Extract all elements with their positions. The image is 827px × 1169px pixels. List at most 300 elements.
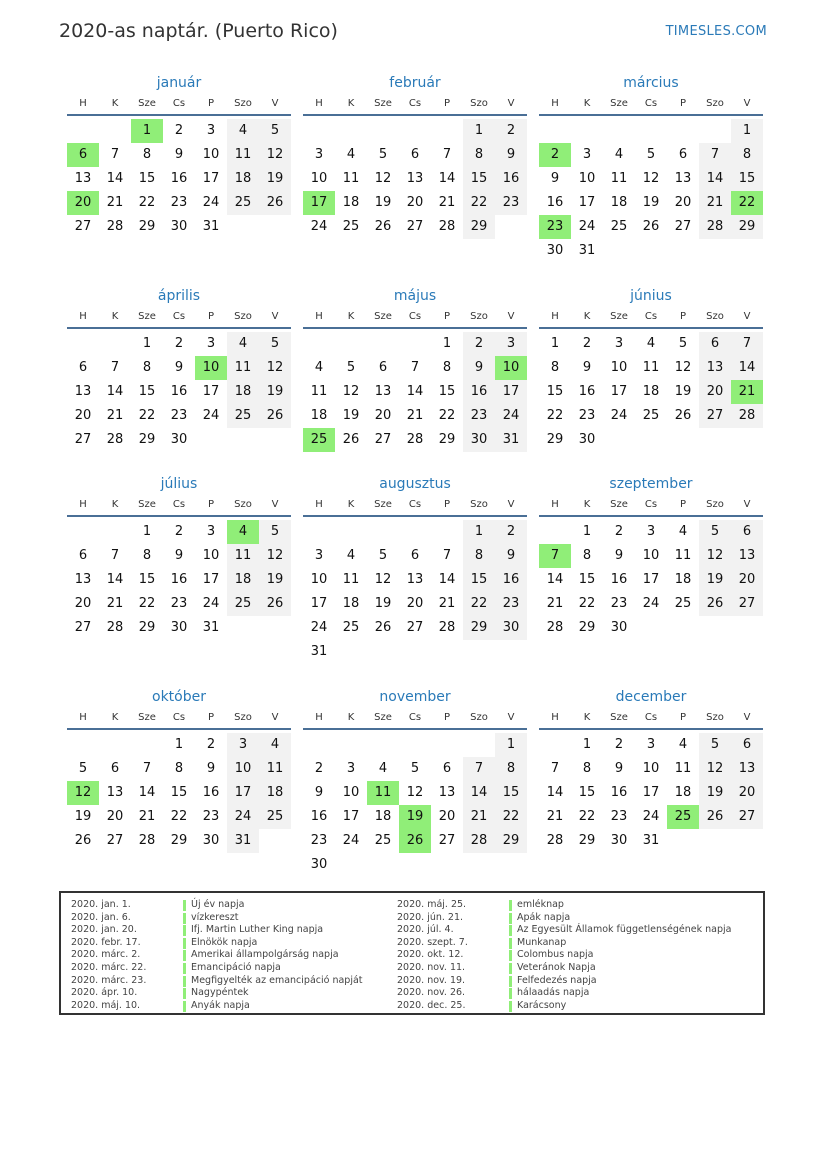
weekday-header <box>539 94 763 116</box>
legend-holiday-name: Munkanap <box>517 936 567 948</box>
day-cell: 21 <box>138 809 156 824</box>
day-cell: 18 <box>342 195 360 210</box>
day-cell: 12 <box>259 143 291 167</box>
empty-cell <box>99 733 131 757</box>
day-cell: 14 <box>438 572 456 587</box>
legend-marker <box>509 925 512 936</box>
month-8 <box>303 473 527 664</box>
empty-cell <box>367 119 399 143</box>
empty-cell <box>431 733 463 757</box>
day-cell: 21 <box>463 805 495 829</box>
day-cell: 9 <box>314 785 324 800</box>
weekday-label: Cs <box>644 712 658 723</box>
day-cell: 23 <box>170 596 188 611</box>
day-cell: 16 <box>310 809 328 824</box>
legend-date: 2020. júl. 4. <box>397 924 454 936</box>
day-grid <box>67 119 291 239</box>
month-name: szeptember <box>609 476 693 492</box>
day-cell: 9 <box>174 147 184 162</box>
day-cell: 8 <box>174 761 184 776</box>
day-cell: 25 <box>342 620 360 635</box>
weekday-label: H <box>315 311 323 322</box>
day-cell: 20 <box>699 380 731 404</box>
day-cell: 6 <box>78 360 88 375</box>
day-cell: 10 <box>310 171 328 186</box>
day-cell: 26 <box>342 432 360 447</box>
day-cell: 24 <box>202 596 220 611</box>
legend-date: 2020. nov. 11. <box>397 961 466 973</box>
weekday-label: Cs <box>644 499 658 510</box>
day-cell: 17 <box>495 380 527 404</box>
month-7 <box>67 473 291 640</box>
day-cell: 8 <box>582 761 592 776</box>
weekday-label: Cs <box>408 98 422 109</box>
legend-date: 2020. márc. 23. <box>71 974 147 986</box>
empty-cell <box>699 119 731 143</box>
month-name: augusztus <box>379 476 451 492</box>
day-cell: 21 <box>699 191 731 215</box>
day-cell: 3 <box>206 524 216 539</box>
day-cell: 5 <box>646 147 656 162</box>
month-name: november <box>379 689 451 705</box>
day-cell: 2 <box>314 761 324 776</box>
day-cell: 21 <box>106 195 124 210</box>
weekday-label: H <box>315 499 323 510</box>
day-cell: 24 <box>642 596 660 611</box>
day-cell: 2 <box>463 332 495 356</box>
weekday-label: P <box>443 499 451 510</box>
day-cell: 4 <box>346 548 356 563</box>
day-cell: 24 <box>578 219 596 234</box>
day-cell: 6 <box>699 332 731 356</box>
weekday-label: Sze <box>138 311 156 322</box>
day-cell: 25 <box>227 404 259 428</box>
legend-marker <box>509 950 512 961</box>
day-cell: 29 <box>463 616 495 640</box>
day-cell: 24 <box>202 408 220 423</box>
day-cell: 15 <box>463 167 495 191</box>
day-cell: 18 <box>227 380 259 404</box>
day-cell: 25 <box>674 596 692 611</box>
day-cell: 31 <box>578 243 596 258</box>
weekday-label: Szo <box>470 712 488 723</box>
weekday-header <box>67 307 291 329</box>
day-cell: 8 <box>495 757 527 781</box>
day-cell: 11 <box>674 548 692 563</box>
day-cell: 27 <box>731 592 763 616</box>
legend-holiday-name: Új év napja <box>191 899 245 910</box>
day-cell: 13 <box>374 384 392 399</box>
day-cell: 14 <box>106 384 124 399</box>
day-cell: 16 <box>610 785 628 800</box>
day-cell: 21 <box>406 408 424 423</box>
day-cell: 4 <box>678 737 688 752</box>
day-cell: 29 <box>438 432 456 447</box>
day-cell: 28 <box>463 829 495 853</box>
day-cell: 10 <box>578 171 596 186</box>
day-cell: 1 <box>142 524 152 539</box>
weekday-label: Sze <box>610 98 628 109</box>
weekday-label: Sze <box>138 499 156 510</box>
day-cell: 6 <box>110 761 120 776</box>
day-cell: 11 <box>642 360 660 375</box>
day-cell: 9 <box>495 544 527 568</box>
day-cell: 20 <box>731 568 763 592</box>
day-cell: 29 <box>731 215 763 239</box>
empty-cell <box>399 520 431 544</box>
month-name: július <box>160 476 198 492</box>
holiday-day-cell: 1 <box>131 119 163 143</box>
weekday-label: V <box>271 499 279 510</box>
day-grid <box>303 520 527 664</box>
weekday-label: Cs <box>408 712 422 723</box>
day-cell: 18 <box>610 195 628 210</box>
day-cell: 7 <box>463 757 495 781</box>
day-cell: 23 <box>463 404 495 428</box>
day-cell: 7 <box>110 147 120 162</box>
day-cell: 20 <box>74 596 92 611</box>
day-cell: 5 <box>259 520 291 544</box>
day-cell: 16 <box>495 568 527 592</box>
weekday-label: P <box>679 499 687 510</box>
day-cell: 16 <box>170 384 188 399</box>
day-cell: 10 <box>642 761 660 776</box>
day-cell: 9 <box>614 548 624 563</box>
month-name: december <box>615 689 687 705</box>
day-cell: 31 <box>202 219 220 234</box>
day-cell: 7 <box>410 360 420 375</box>
day-cell: 15 <box>170 785 188 800</box>
day-cell: 18 <box>227 568 259 592</box>
day-cell: 31 <box>495 428 527 452</box>
day-cell: 13 <box>74 384 92 399</box>
day-grid <box>539 733 763 853</box>
day-cell: 2 <box>174 123 184 138</box>
empty-cell <box>431 119 463 143</box>
day-cell: 23 <box>170 408 188 423</box>
weekday-label: Szo <box>234 499 252 510</box>
day-cell: 13 <box>699 356 731 380</box>
holiday-day-cell: 10 <box>195 356 227 380</box>
weekday-label: V <box>507 311 515 322</box>
day-cell: 21 <box>546 596 564 611</box>
day-cell: 21 <box>106 408 124 423</box>
day-cell: 20 <box>731 781 763 805</box>
day-cell: 1 <box>142 336 152 351</box>
weekday-header <box>67 708 291 730</box>
day-cell: 23 <box>202 809 220 824</box>
legend-marker <box>509 988 512 999</box>
day-cell: 16 <box>170 171 188 186</box>
weekday-label: V <box>507 98 515 109</box>
empty-cell <box>303 733 335 757</box>
day-grid <box>539 332 763 452</box>
day-cell: 28 <box>106 219 124 234</box>
month-10 <box>67 686 291 853</box>
day-cell: 23 <box>495 592 527 616</box>
day-cell: 15 <box>546 384 564 399</box>
holiday-day-cell: 26 <box>399 829 431 853</box>
weekday-label: H <box>551 311 559 322</box>
day-cell: 26 <box>259 404 291 428</box>
day-cell: 25 <box>610 219 628 234</box>
holiday-day-cell: 21 <box>731 380 763 404</box>
day-cell: 27 <box>74 432 92 447</box>
day-cell: 10 <box>202 147 220 162</box>
day-cell: 9 <box>614 761 624 776</box>
day-cell: 24 <box>310 219 328 234</box>
day-cell: 23 <box>610 809 628 824</box>
weekday-header <box>303 495 527 517</box>
legend-date: 2020. máj. 25. <box>397 899 467 910</box>
day-cell: 8 <box>442 360 452 375</box>
day-cell: 10 <box>342 785 360 800</box>
month-11 <box>303 686 527 877</box>
day-cell: 19 <box>259 380 291 404</box>
day-cell: 24 <box>610 408 628 423</box>
day-cell: 12 <box>642 171 660 186</box>
brand-link[interactable]: TIMESLES.COM <box>665 24 767 39</box>
empty-cell <box>303 332 335 356</box>
weekday-label: P <box>679 712 687 723</box>
day-grid <box>303 733 527 877</box>
holiday-day-cell: 6 <box>67 143 99 167</box>
day-cell: 30 <box>463 428 495 452</box>
day-cell: 26 <box>374 219 392 234</box>
day-cell: 11 <box>342 572 360 587</box>
weekday-label: K <box>583 499 591 510</box>
weekday-label: P <box>443 712 451 723</box>
legend-date: 2020. febr. 17. <box>71 936 141 948</box>
day-cell: 28 <box>438 620 456 635</box>
day-cell: 2 <box>174 524 184 539</box>
day-cell: 10 <box>310 572 328 587</box>
empty-cell <box>667 119 699 143</box>
holiday-day-cell: 12 <box>67 781 99 805</box>
weekday-label: H <box>79 712 87 723</box>
day-cell: 1 <box>731 119 763 143</box>
day-cell: 2 <box>174 336 184 351</box>
day-cell: 15 <box>578 572 596 587</box>
weekday-label: Sze <box>610 499 628 510</box>
day-cell: 6 <box>410 147 420 162</box>
legend-marker <box>509 900 512 911</box>
day-cell: 26 <box>642 219 660 234</box>
weekday-label: Cs <box>408 499 422 510</box>
weekday-header <box>539 307 763 329</box>
day-cell: 30 <box>495 616 527 640</box>
day-cell: 29 <box>138 432 156 447</box>
weekday-label: Szo <box>470 499 488 510</box>
day-cell: 19 <box>374 596 392 611</box>
day-cell: 20 <box>674 195 692 210</box>
day-cell: 24 <box>342 833 360 848</box>
day-cell: 22 <box>546 408 564 423</box>
empty-cell <box>67 332 99 356</box>
legend-holiday-name: Anyák napja <box>191 999 250 1011</box>
day-grid <box>303 332 527 452</box>
day-cell: 21 <box>438 596 456 611</box>
day-cell: 7 <box>731 332 763 356</box>
day-cell: 1 <box>174 737 184 752</box>
month-1 <box>67 72 291 239</box>
weekday-label: P <box>679 98 687 109</box>
day-cell: 14 <box>438 171 456 186</box>
day-cell: 22 <box>463 191 495 215</box>
empty-cell <box>335 733 367 757</box>
legend-holiday-name: Felfedezés napja <box>517 974 597 986</box>
weekday-label: Sze <box>610 311 628 322</box>
day-cell: 8 <box>142 360 152 375</box>
day-cell: 25 <box>374 833 392 848</box>
weekday-header <box>67 495 291 517</box>
holiday-day-cell: 20 <box>67 191 99 215</box>
day-cell: 1 <box>582 524 592 539</box>
day-cell: 22 <box>438 408 456 423</box>
day-cell: 12 <box>374 572 392 587</box>
day-cell: 28 <box>546 620 564 635</box>
day-cell: 28 <box>406 432 424 447</box>
day-cell: 22 <box>138 408 156 423</box>
day-cell: 26 <box>674 408 692 423</box>
day-cell: 24 <box>310 620 328 635</box>
day-cell: 16 <box>495 167 527 191</box>
holiday-day-cell: 22 <box>731 191 763 215</box>
day-cell: 5 <box>78 761 88 776</box>
day-cell: 25 <box>227 592 259 616</box>
day-cell: 28 <box>138 833 156 848</box>
day-cell: 7 <box>442 548 452 563</box>
holiday-day-cell: 23 <box>539 215 571 239</box>
empty-cell <box>99 332 131 356</box>
empty-cell <box>99 520 131 544</box>
day-cell: 16 <box>463 380 495 404</box>
day-grid <box>539 119 763 263</box>
legend-marker <box>183 976 186 987</box>
weekday-header <box>539 708 763 730</box>
empty-cell <box>367 733 399 757</box>
day-cell: 24 <box>227 805 259 829</box>
day-cell: 7 <box>110 548 120 563</box>
day-cell: 16 <box>578 384 596 399</box>
day-cell: 23 <box>495 191 527 215</box>
day-cell: 3 <box>646 524 656 539</box>
weekday-label: H <box>551 712 559 723</box>
day-cell: 18 <box>227 167 259 191</box>
legend-holiday-name: Colombus napja <box>517 949 594 961</box>
day-cell: 20 <box>438 809 456 824</box>
day-cell: 4 <box>678 524 688 539</box>
weekday-header <box>303 94 527 116</box>
legend-marker <box>509 963 512 974</box>
day-cell: 26 <box>699 805 731 829</box>
weekday-label: Cs <box>644 98 658 109</box>
day-cell: 9 <box>582 360 592 375</box>
day-cell: 10 <box>610 360 628 375</box>
legend-holiday-name: Veteránok Napja <box>517 961 596 973</box>
legend-marker <box>509 913 512 924</box>
weekday-label: Sze <box>374 311 392 322</box>
legend-date: 2020. márc. 2. <box>71 949 141 961</box>
day-cell: 14 <box>406 384 424 399</box>
day-cell: 25 <box>227 191 259 215</box>
day-cell: 27 <box>438 833 456 848</box>
weekday-header <box>539 495 763 517</box>
day-cell: 27 <box>731 805 763 829</box>
day-cell: 31 <box>642 833 660 848</box>
day-cell: 12 <box>406 785 424 800</box>
weekday-header <box>303 307 527 329</box>
day-cell: 13 <box>731 544 763 568</box>
day-cell: 26 <box>374 620 392 635</box>
legend-holiday-name: Megfigyelték az emancipáció napját <box>191 974 363 986</box>
day-cell: 3 <box>206 336 216 351</box>
day-cell: 7 <box>442 147 452 162</box>
day-cell: 2 <box>614 737 624 752</box>
day-cell: 1 <box>463 119 495 143</box>
day-cell: 9 <box>174 360 184 375</box>
day-cell: 17 <box>642 572 660 587</box>
day-cell: 14 <box>106 171 124 186</box>
weekday-header <box>67 94 291 116</box>
day-cell: 5 <box>410 761 420 776</box>
day-cell: 29 <box>463 215 495 239</box>
day-cell: 6 <box>731 520 763 544</box>
day-cell: 13 <box>406 572 424 587</box>
legend-holiday-name: emléknap <box>517 899 564 910</box>
day-cell: 2 <box>495 119 527 143</box>
weekday-label: P <box>443 311 451 322</box>
month-name: április <box>157 288 201 304</box>
empty-cell <box>463 733 495 757</box>
day-cell: 27 <box>674 219 692 234</box>
day-cell: 24 <box>202 195 220 210</box>
weekday-label: Sze <box>374 98 392 109</box>
legend-marker <box>509 976 512 987</box>
day-cell: 15 <box>495 781 527 805</box>
month-name: február <box>389 75 441 91</box>
day-cell: 29 <box>578 620 596 635</box>
day-cell: 12 <box>699 544 731 568</box>
day-cell: 14 <box>699 167 731 191</box>
day-cell: 13 <box>406 171 424 186</box>
day-cell: 24 <box>642 809 660 824</box>
day-cell: 5 <box>678 336 688 351</box>
month-name: január <box>156 75 202 91</box>
day-cell: 12 <box>342 384 360 399</box>
day-cell: 12 <box>699 757 731 781</box>
legend-marker <box>183 988 186 999</box>
day-cell: 16 <box>610 572 628 587</box>
day-cell: 22 <box>578 809 596 824</box>
day-cell: 9 <box>495 143 527 167</box>
legend-holiday-name: Elnökök napja <box>191 936 258 948</box>
day-cell: 5 <box>259 332 291 356</box>
day-cell: 20 <box>74 408 92 423</box>
month-6 <box>539 285 763 452</box>
weekday-label: Cs <box>172 712 186 723</box>
day-cell: 19 <box>699 781 731 805</box>
weekday-label: H <box>551 499 559 510</box>
legend-marker <box>509 1001 512 1012</box>
day-cell: 15 <box>578 785 596 800</box>
day-cell: 2 <box>582 336 592 351</box>
day-cell: 28 <box>106 432 124 447</box>
day-cell: 11 <box>342 171 360 186</box>
day-cell: 26 <box>259 191 291 215</box>
day-cell: 11 <box>227 143 259 167</box>
day-cell: 27 <box>374 432 392 447</box>
